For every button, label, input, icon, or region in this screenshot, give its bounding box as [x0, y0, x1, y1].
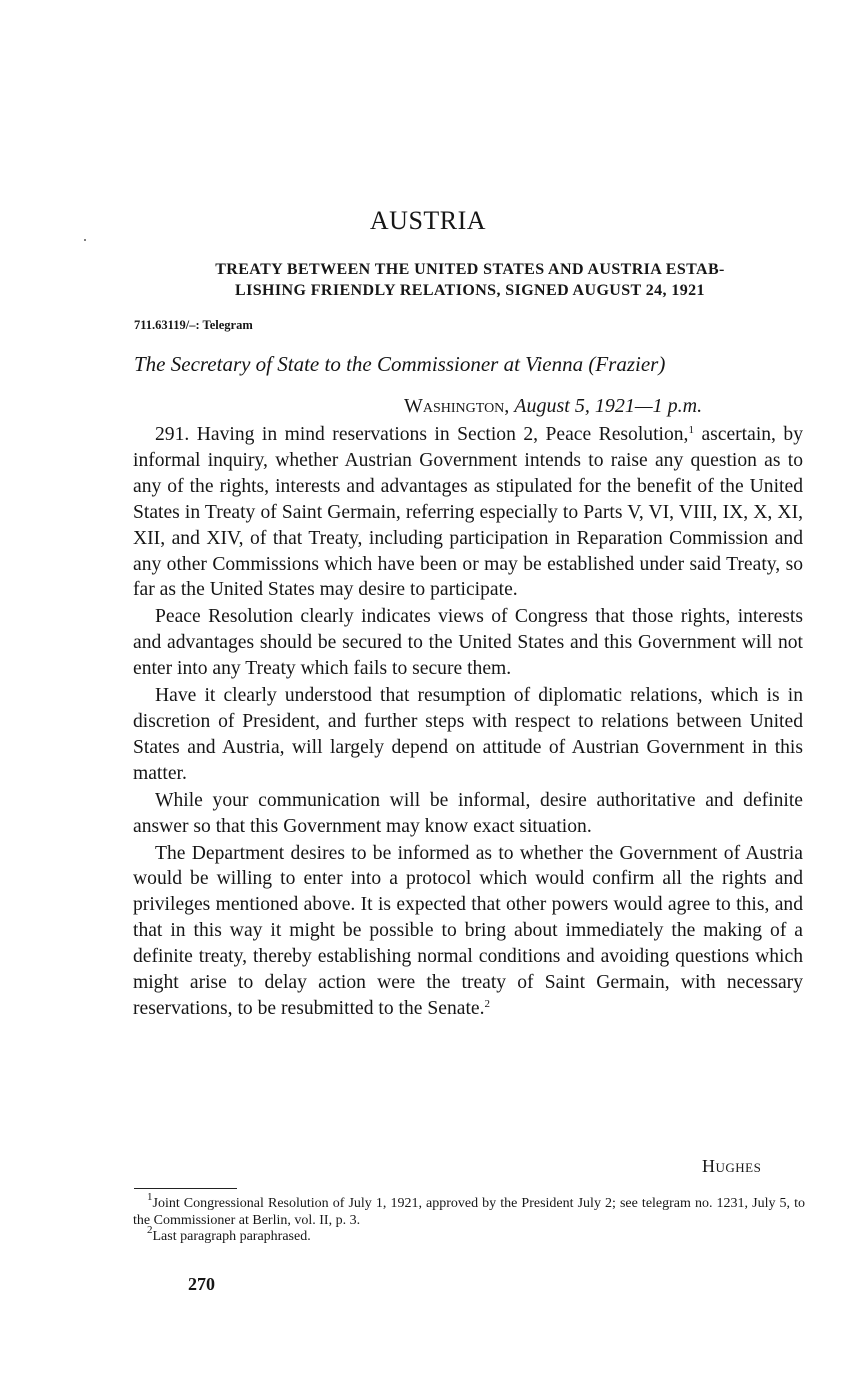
heading-prefix: The Secretary of State to the Commissioner at Vienna ( — [134, 352, 596, 376]
country-heading: AUSTRIA — [369, 206, 487, 235]
paragraph-1 — [133, 422, 803, 603]
footnotes — [133, 1191, 805, 1246]
footnote-1 — [133, 1191, 805, 1229]
place-date-line: Washington, August 5, 1921—1 p.m. — [404, 395, 703, 417]
paragraph-1-continued: ascertain, by informal inquiry, whether Austrian Government intends to raise any question as to any of the rights, interests and advantages as stipulated for the benefit of the United States in Treaty of Saint Germain, referring especially to Parts V, VI, VIII, IX, X, XI, XII, and XIV, of that Treaty, including participation in Reparation Commission and any other Commissions which have been or may be established under said Treaty, so far as the United States may desire to participate. — [133, 424, 804, 601]
paragraph-1-opening: 291. Having in mind reservations in Section 2, Peace Resolution, — [155, 424, 689, 445]
paragraph-2: Peace Resolution clearly indicates views of Congress that those rights, interests and advantages should be secured to the United States and this Government will not enter into any Treaty which fails to secure them. — [133, 606, 803, 680]
footnote-ref-1: 1 — [688, 424, 694, 436]
footnote-ref-2: 2 — [484, 997, 491, 1010]
paragraph-4: While your communication will be informal, desire authoritative and definite answer so that this Government may know exact situation. — [133, 789, 803, 837]
heading-name: Frazier — [595, 352, 659, 376]
footnote-1-text: Joint Congressional Resolution of July 1, 1921, approved by the President July 2; see telegram no. 1231, July 5, to the Commissioner at Berlin, vol. II, p. 3. — [133, 1196, 805, 1228]
document-heading — [134, 352, 806, 377]
scan-speck — [84, 239, 86, 241]
paragraph-5-text: The Department desires to be informed as to whether the Government of Austria would be willing to enter into a protocol which would confirm all the rights and privileges mentioned above. It is expected that other powers would agree to this, and that in this way it might be possible to bring about immediately the making of a definite treaty, thereby establishing normal conditions and avoiding questions which might arise to delay action were the treaty of Saint Germain, with necessary reservations, to be resubmitted to the Senate. — [133, 842, 803, 1019]
footnote-2 — [133, 1224, 805, 1246]
place: Washington — [404, 395, 505, 417]
footnote-2-marker: 2 — [147, 1224, 153, 1236]
footnote-1-marker: 1 — [147, 1191, 153, 1203]
date: August 5, 1921—1 p.m. — [514, 395, 703, 417]
paragraph-5 — [133, 841, 803, 1022]
footnote-2-text: Last paragraph paraphrased. — [152, 1229, 311, 1244]
page-number: 270 — [188, 1274, 215, 1294]
footnote-divider — [134, 1188, 237, 1189]
signature: Hughes — [702, 1156, 762, 1176]
treaty-title-line-2: LISHING FRIENDLY RELATIONS, SIGNED AUGUST 24, 1921 — [235, 282, 705, 299]
file-reference: 711.63119/–: Telegram — [134, 318, 253, 332]
heading-suffix: ) — [658, 352, 666, 376]
treaty-title-line-1: TREATY BETWEEN THE UNITED STATES AND AUSTRIA ESTAB- — [215, 261, 725, 278]
paragraph-3: Have it clearly understood that resumption of diplomatic relations, which is in discretion of President, and further steps with respect to relations between United States and Austria, will largely depend on attitude of Austrian Government in this matter. — [133, 685, 803, 784]
treaty-title — [130, 259, 810, 301]
telegram-body — [133, 422, 803, 1022]
